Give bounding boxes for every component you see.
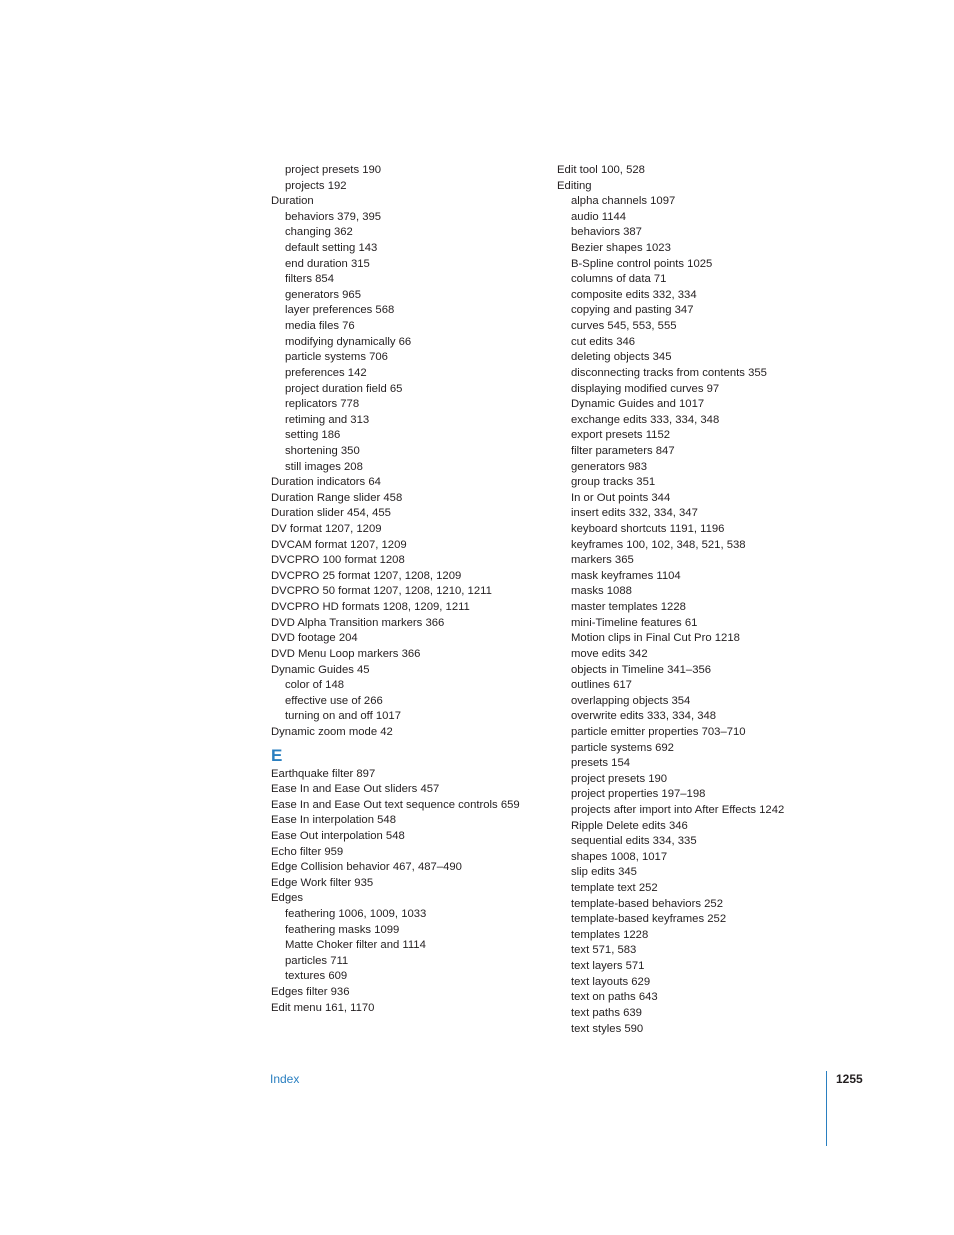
index-letter-heading: E [271, 745, 283, 765]
index-entry: DVCPRO 100 format 1208 [271, 554, 405, 567]
index-subentry: generators 965 [285, 288, 361, 301]
index-entry: DVD Alpha Transition markers 366 [271, 616, 445, 629]
index-entry: Earthquake filter 897 [271, 767, 376, 780]
index-entry: DVCPRO 50 format 1207, 1208, 1210, 1211 [271, 585, 492, 598]
index-subentry: changing 362 [285, 226, 353, 239]
index-subentry: still images 208 [285, 460, 363, 473]
index-entry: Dynamic Guides 45 [271, 663, 370, 676]
index-subentry: mask keyframes 1104 [571, 569, 681, 582]
index-subentry: sequential edits 334, 335 [571, 835, 697, 848]
index-entry: Duration indicators 64 [271, 476, 381, 489]
index-entry: Edit menu 161, 1170 [271, 1001, 375, 1014]
index-subentry: Dynamic Guides and 1017 [571, 398, 705, 411]
index-subentry: preferences 142 [285, 366, 367, 379]
index-subentry: B-Spline control points 1025 [571, 257, 713, 270]
index-subentry: project presets 190 [285, 164, 382, 176]
index-subentry: outlines 617 [571, 679, 632, 692]
index-subentry: displaying modified curves 97 [571, 382, 720, 395]
index-subentry: behaviors 387 [571, 226, 642, 239]
index-subentry: filters 854 [285, 273, 334, 286]
index-entry: Dynamic zoom mode 42 [271, 725, 393, 738]
index-subentry: objects in Timeline 341–356 [571, 663, 712, 676]
index-entry: Duration [271, 195, 314, 208]
index-subentry: default setting 143 [285, 242, 378, 255]
index-subentry: effective use of 266 [285, 694, 383, 707]
index-entry: Duration Range slider 458 [271, 491, 403, 504]
index-entry: Ease In and Ease Out text sequence controls 659 [271, 798, 520, 811]
index-subentry: Matte Choker filter and 1114 [285, 939, 426, 952]
index-entry: DVD Menu Loop markers 366 [271, 647, 421, 660]
index-subentry: Motion clips in Final Cut Pro 1218 [571, 632, 740, 645]
index-subentry: particle emitter properties 703–710 [571, 725, 746, 738]
index-subentry: text layers 571 [571, 960, 645, 973]
index-subentry: text styles 590 [571, 1022, 644, 1035]
footer-section-label: Index [270, 1072, 300, 1086]
footer-divider [826, 1071, 827, 1146]
index-subentry: replicators 778 [285, 398, 360, 411]
index-subentry: particle systems 692 [571, 741, 674, 754]
index-entry: DVCPRO 25 format 1207, 1208, 1209 [271, 569, 462, 582]
index-subentry: text layouts 629 [571, 975, 651, 988]
index-subentry: turning on and off 1017 [285, 710, 401, 723]
index-subentry: overwrite edits 333, 334, 348 [571, 710, 717, 723]
index-subentry: shapes 1008, 1017 [571, 850, 668, 863]
index-subentry: shortening 350 [285, 444, 360, 457]
index-subentry: keyboard shortcuts 1191, 1196 [571, 523, 725, 536]
index-subentry: behaviors 379, 395 [285, 210, 382, 223]
index-subentry: markers 365 [571, 554, 634, 567]
index-entry: Edges filter 936 [271, 986, 350, 999]
index-column-left [271, 163, 541, 1016]
index-subentry: modifying dynamically 66 [285, 335, 412, 348]
index-subentry: filter parameters 847 [571, 444, 675, 457]
index-subentry: retiming and 313 [285, 413, 370, 426]
index-subentry: setting 186 [285, 429, 341, 442]
index-subentry: composite edits 332, 334 [571, 288, 697, 301]
index-entry: Edge Collision behavior 467, 487–490 [271, 861, 462, 874]
index-subentry: end duration 315 [285, 257, 370, 270]
index-subentry: textures 609 [285, 970, 348, 983]
index-subentry: projects after import into After Effects 1242 [571, 803, 785, 816]
index-subentry: master templates 1228 [571, 601, 686, 614]
index-subentry: template-based behaviors 252 [571, 897, 723, 910]
index-subentry: particle systems 706 [285, 351, 388, 364]
index-subentry: color of 148 [285, 679, 345, 692]
index-subentry: curves 545, 553, 555 [571, 320, 677, 333]
index-subentry: audio 1144 [571, 210, 627, 223]
index-entry: DVD footage 204 [271, 632, 358, 645]
index-entry: Echo filter 959 [271, 845, 344, 858]
index-entry: DVCPRO HD formats 1208, 1209, 1211 [271, 601, 470, 614]
index-subentry: project presets 190 [571, 772, 668, 785]
index-subentry: export presets 1152 [571, 429, 671, 442]
index-entry: DV format 1207, 1209 [271, 523, 382, 536]
index-subentry: deleting objects 345 [571, 351, 672, 364]
index-subentry: particles 711 [285, 954, 349, 967]
page-number: 1255 [836, 1072, 863, 1086]
index-subentry: columns of data 71 [571, 273, 667, 286]
index-subentry: project duration field 65 [285, 382, 403, 395]
index-subentry: move edits 342 [571, 647, 648, 660]
index-subentry: layer preferences 568 [285, 304, 395, 317]
index-subentry: templates 1228 [571, 928, 649, 941]
index-subentry: copying and pasting 347 [571, 304, 694, 317]
index-entry: Edit tool 100, 528 [557, 164, 645, 176]
index-entry: Edges [271, 892, 304, 905]
index-subentry: alpha channels 1097 [571, 195, 676, 208]
index-subentry: projects 192 [285, 179, 347, 192]
index-subentry: feathering masks 1099 [285, 923, 400, 936]
index-entry: Ease In interpolation 548 [271, 814, 396, 827]
index-entry: Ease In and Ease Out sliders 457 [271, 783, 440, 796]
index-subentry: media files 76 [285, 320, 355, 333]
index-subentry: Bezier shapes 1023 [571, 242, 671, 255]
index-subentry: generators 983 [571, 460, 647, 473]
index-subentry: insert edits 332, 334, 347 [571, 507, 698, 520]
index-subentry: project properties 197–198 [571, 788, 706, 801]
index-subentry: feathering 1006, 1009, 1033 [285, 908, 427, 921]
index-subentry: Ripple Delete edits 346 [571, 819, 688, 832]
index-subentry: exchange edits 333, 334, 348 [571, 413, 720, 426]
index-subentry: cut edits 346 [571, 335, 636, 348]
index-subentry: text paths 639 [571, 1006, 642, 1019]
index-entry: Editing [557, 179, 592, 192]
index-subentry: disconnecting tracks from contents 355 [571, 366, 767, 379]
index-subentry: masks 1088 [571, 585, 632, 598]
index-entry: Edge Work filter 935 [271, 876, 374, 889]
index-subentry: template text 252 [571, 882, 658, 895]
index-subentry: keyframes 100, 102, 348, 521, 538 [571, 538, 746, 551]
index-subentry: group tracks 351 [571, 476, 656, 489]
index-entry: DVCAM format 1207, 1209 [271, 538, 407, 551]
index-subentry: text 571, 583 [571, 944, 637, 957]
index-subentry: In or Out points 344 [571, 491, 671, 504]
index-subentry: presets 154 [571, 757, 631, 770]
index-entry: Ease Out interpolation 548 [271, 829, 405, 842]
index-entry: Duration slider 454, 455 [271, 507, 391, 520]
index-subentry: template-based keyframes 252 [571, 913, 727, 926]
index-subentry: text on paths 643 [571, 991, 658, 1004]
index-subentry: mini-Timeline features 61 [571, 616, 698, 629]
index-subentry: overlapping objects 354 [571, 694, 691, 707]
index-subentry: slip edits 345 [571, 866, 637, 879]
index-column-right [557, 163, 817, 1037]
